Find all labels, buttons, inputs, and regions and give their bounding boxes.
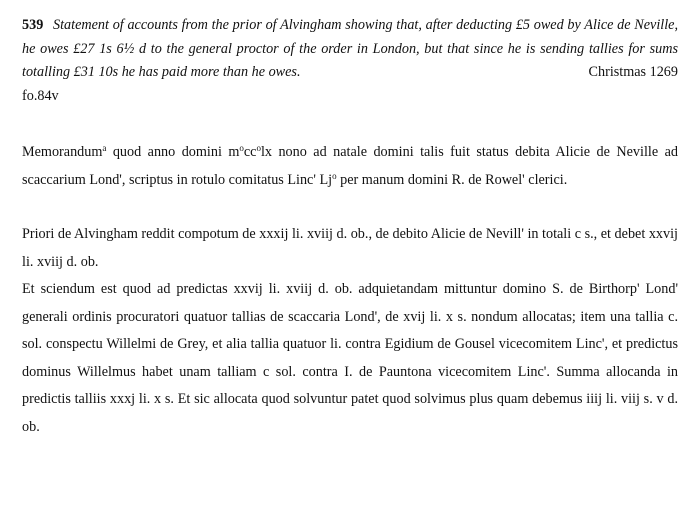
memorandum-text-part: per manum domini R. de Rowel' clerici.	[336, 171, 568, 188]
document-page	[22, 14, 678, 441]
superscript-o: o	[256, 143, 261, 153]
memorandum-paragraph	[22, 139, 678, 194]
superscript-o: o	[239, 143, 244, 153]
memorandum-text-part: cc	[243, 144, 257, 160]
entry-summary: Statement of accounts from the prior of Alvingham showing that, after deducting £5 owed by Alice de Neville, he owes £27 1s 6½ d to the general proctor of the order in London, but that since he is sending tallies for sums totalling £31 10s he has paid more than he owes.	[22, 17, 678, 80]
folio-reference: fo.84v	[22, 87, 59, 104]
entry-number: 539	[22, 17, 44, 33]
entry-date: Christmas 1269	[588, 64, 678, 80]
footnote-marker: a	[102, 143, 107, 153]
memorandum-word: Memorandum	[22, 144, 103, 160]
memorandum-text-part: lx nono ad natale domini talis fuit status debita Alicie de Neville ad scaccarium Lond', scriptus in rotulo comitatus Linc' Lj	[22, 144, 678, 188]
superscript-o: o	[332, 170, 337, 181]
memorandum-text-part: quod anno domini m	[106, 144, 240, 160]
entry-heading	[22, 14, 678, 85]
tallies-paragraph: Et sciendum est quod ad predictas xxvij li. xviij d. ob. adquietandam mittuntur domino S. de Birthorp' Lond' generali ordinis procuratori quatuor tallias de scaccaria Lond', de xvij li. x s. nondum allocatas; item una tallia c. sol. conspectu Willelmi de Grey, et alia tallia quatuor li. contra Egidium de Gousel vicecomitem Linc', et predictus dominus Willelmus habet unam talliam c sol. contra I. de Pauntona vicecomitem Linc'. Summa allocanda in predictis talliis xxxj li. x s. Et sic allocata quod solvuntur patet quod solvimus plus quam debemus iiij li. viij s. v d. ob.	[22, 281, 678, 435]
account-paragraph: Priori de Alvingham reddit compotum de xxxij li. xviij d. ob., de debito Alicie de Nevill' in totali c s., et debet xxvij li. xviij d. ob.	[22, 226, 678, 270]
